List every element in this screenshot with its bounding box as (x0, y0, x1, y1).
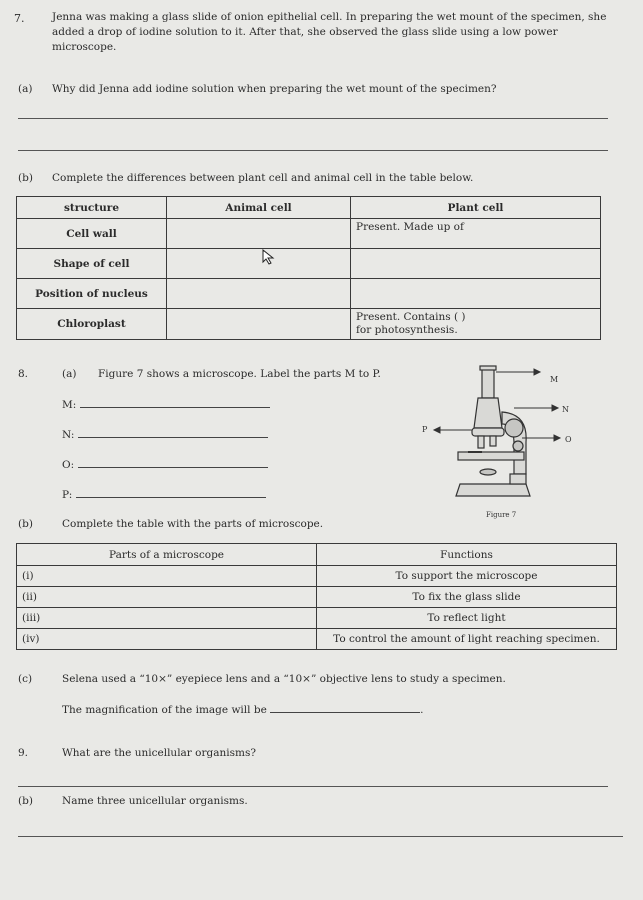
plant-cell-answer[interactable] (351, 279, 601, 309)
microscope-figure (410, 362, 600, 527)
function-cell: To fix the glass slide (317, 587, 617, 608)
figure-caption: Figure 7 (486, 511, 517, 519)
table-row (17, 608, 617, 629)
revolving-nosepiece (472, 428, 504, 436)
arrow-m-head (534, 369, 540, 375)
eyepiece-tube (482, 368, 494, 398)
label-p: P: (62, 488, 266, 503)
part-answer-cell[interactable]: (iv) (17, 629, 317, 650)
table-row (17, 309, 601, 340)
function-cell: To reflect light (317, 608, 617, 629)
function-cell: To control the amount of light reaching specimen. (317, 629, 617, 650)
function-cell: To support the microscope (317, 566, 617, 587)
part-label-p: P (422, 425, 428, 434)
mouse-cursor-icon (262, 249, 276, 265)
q9-number: 9. (18, 747, 29, 759)
mirror (480, 469, 496, 475)
header-animal-cell: Animal cell (167, 197, 351, 219)
table-row (17, 587, 617, 608)
cell-comparison-table (16, 196, 601, 340)
q7b-text: Complete the differences between plant cell and animal cell in the table below. (52, 172, 474, 184)
part-answer-cell[interactable]: (i) (17, 566, 317, 587)
magnification-blank[interactable] (270, 712, 420, 713)
q7a-answer-line-1[interactable] (18, 118, 608, 119)
q8a-text: Figure 7 shows a microscope. Label the parts M to P. (98, 368, 381, 380)
header-structure: structure (17, 197, 167, 219)
header-plant-cell: Plant cell (351, 197, 601, 219)
arrow-p-head (434, 427, 440, 433)
q7a-text: Why did Jenna add iodine solution when preparing the wet mount of the specimen? (52, 83, 497, 95)
q8c-label: (c) (18, 673, 33, 685)
q8b-label: (b) (18, 518, 33, 530)
q7-number: 7. (14, 12, 25, 25)
row-structure: Chloroplast (17, 309, 167, 340)
label-m-blank[interactable] (80, 407, 270, 408)
animal-cell-answer[interactable] (167, 279, 351, 309)
microscope-parts-table (16, 543, 617, 650)
q7b-label: (b) (18, 172, 33, 184)
row-structure: Shape of cell (17, 249, 167, 279)
label-o-blank[interactable] (78, 467, 268, 468)
plant-cell-answer[interactable] (351, 249, 601, 279)
part-label-n: N (562, 405, 569, 414)
part-answer-cell[interactable]: (ii) (17, 587, 317, 608)
plant-cell-answer[interactable]: Present. Contains ( ) for photosynthesis. (351, 309, 601, 340)
label-o: O: (62, 458, 268, 473)
animal-cell-answer[interactable] (167, 219, 351, 249)
q9b-answer-line[interactable] (18, 836, 623, 837)
label-m: M: (62, 398, 270, 413)
q8c-text: Selena used a “10×” eyepiece lens and a “10×” objective lens to study a specimen. (62, 673, 506, 685)
body-tube (474, 398, 502, 428)
q9b-label: (b) (18, 795, 33, 807)
table-row (17, 629, 617, 650)
animal-cell-answer[interactable] (167, 249, 351, 279)
label-n-blank[interactable] (78, 437, 268, 438)
table-row (17, 566, 617, 587)
part-label-o: O (565, 435, 572, 444)
fine-adjustment-knob (513, 441, 523, 451)
base (456, 484, 530, 496)
animal-cell-answer[interactable] (167, 309, 351, 340)
q7a-answer-line-2[interactable] (18, 150, 608, 151)
part-answer-cell[interactable]: (iii) (17, 608, 317, 629)
objective-lens-1 (478, 436, 484, 448)
q8a-label: (a) (62, 368, 77, 380)
pillar (510, 474, 526, 484)
part-label-m: M (550, 375, 559, 384)
label-n: N: (62, 428, 268, 443)
eyepiece-cap (480, 366, 496, 370)
header-functions: Functions (317, 544, 617, 566)
q9-answer-line[interactable] (18, 786, 608, 787)
table-row (17, 279, 601, 309)
coarse-adjustment-knob (505, 419, 523, 437)
stage (458, 452, 524, 460)
q9b-text: Name three unicellular organisms. (62, 795, 248, 807)
row-structure: Cell wall (17, 219, 167, 249)
q7a-label: (a) (18, 83, 33, 95)
plant-cell-answer[interactable]: Present. Made up of (351, 219, 601, 249)
q8-number: 8. (18, 368, 29, 380)
q8c-answer: The magnification of the image will be . (62, 704, 424, 716)
table-row (17, 249, 601, 279)
arrow-n-head (552, 405, 558, 411)
arrow-o-head (554, 435, 560, 441)
q9-text: What are the unicellular organisms? (62, 747, 256, 759)
label-p-blank[interactable] (76, 497, 266, 498)
q8b-text: Complete the table with the parts of microscope. (62, 518, 324, 530)
q7-intro: Jenna was making a glass slide of onion epithelial cell. In preparing the wet mount of the specimen, she added a drop of iodine solution to it. After that, she observed the glass slide using a low power microscope. (52, 11, 607, 53)
table-row (17, 219, 601, 249)
objective-lens-2 (490, 436, 496, 446)
header-parts: Parts of a microscope (17, 544, 317, 566)
row-structure: Position of nucleus (17, 279, 167, 309)
